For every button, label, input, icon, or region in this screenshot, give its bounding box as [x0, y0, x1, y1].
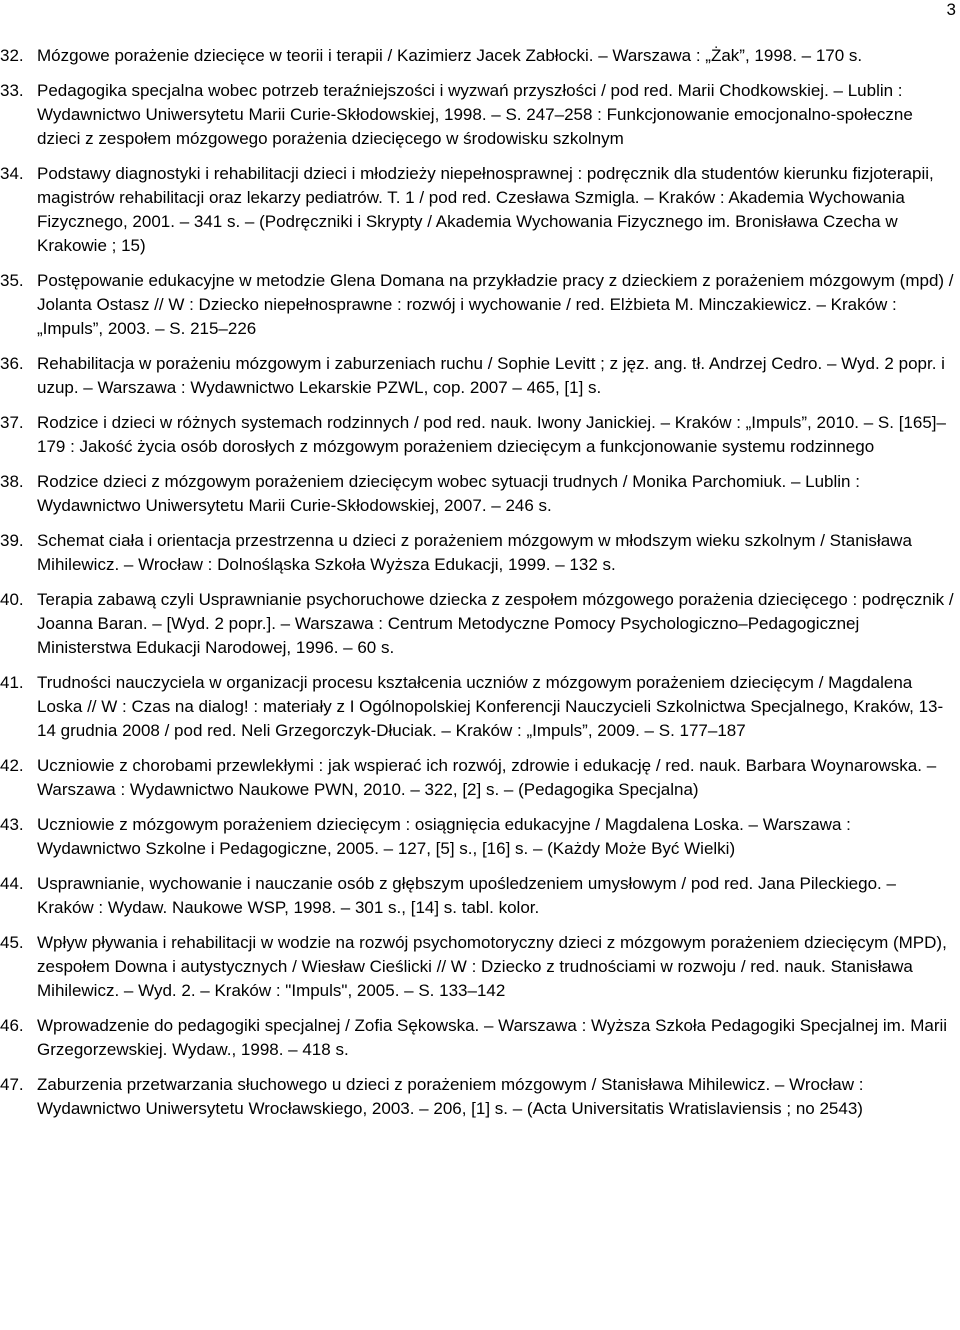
entry-text: Trudności nauczyciela w organizacji procesu kształcenia uczniów z mózgowym porażeniem dziecięcym / Magdalena Loska // W : Czas na dialog! : materiały z I Ogólnopolskiej Konferencji Nauczycieli Szkolnictwa Specjalnego, Kraków, 13-14 grudnia 2008 / pod red. Neli Grzegorczyk-Dłuciak. – Kraków : „Impuls”, 2009. – S. 177–187 — [37, 673, 944, 740]
bibliography-entry — [0, 1014, 960, 1062]
entry-number: 42. — [0, 756, 24, 775]
entry-text: Wprowadzenie do pedagogiki specjalnej / Zofia Sękowska. – Warszawa : Wyższa Szkoła Pedagogiki Specjalnej im. Marii Grzegorzewskiej. Wydaw., 1998. – 418 s. — [37, 1016, 948, 1059]
bibliography-entry — [0, 671, 960, 743]
entry-text: Zaburzenia przetwarzania słuchowego u dzieci z porażeniem mózgowym / Stanisława Mihilewicz. – Wrocław : Wydawnictwo Uniwersytetu Wrocławskiego, 2003. – 206, [1] s. – (Acta Universitatis Wratislaviensis ; no 2543) — [37, 1075, 864, 1118]
bibliography-list — [0, 44, 960, 1132]
bibliography-entry — [0, 79, 960, 151]
entry-number: 40. — [0, 590, 24, 609]
entry-number: 46. — [0, 1016, 24, 1035]
bibliography-entry — [0, 872, 960, 920]
entry-text: Mózgowe porażenie dziecięce w teorii i terapii / Kazimierz Jacek Zabłocki. – Warszawa : „Żak”, 1998. – 170 s. — [37, 46, 863, 65]
entry-number: 39. — [0, 531, 24, 550]
bibliography-entry — [0, 529, 960, 577]
entry-number: 36. — [0, 354, 24, 373]
entry-text: Usprawnianie, wychowanie i nauczanie osób z głębszym upośledzeniem umysłowym / pod red. Jana Pileckiego. – Kraków : Wydaw. Naukowe WSP, 1998. – 301 s., [14] s. tabl. kolor. — [37, 874, 896, 917]
entry-text: Podstawy diagnostyki i rehabilitacji dzieci i młodzieży niepełnosprawnej : podręcznik dla studentów kierunku fizjoterapii, magistrów rehabilitacji oraz lekarzy pediatrów. T. 1 / pod red. Czesława Szmigla. – Kraków : Akademia Wychowania Fizycznego, 2001. – 341 s. – (Podręczniki i Skrypty / Akademia Wychowania Fizycznego im. Bronisława Czecha w Krakowie ; 15) — [37, 164, 934, 255]
entry-number: 47. — [0, 1075, 24, 1094]
entry-text: Schemat ciała i orientacja przestrzenna u dzieci z porażeniem mózgowym w młodszym wieku szkolnym / Stanisława Mihilewicz. – Wrocław : Dolnośląska Szkoła Wyższa Edukacji, 1999. – 132 s. — [37, 531, 912, 574]
bibliography-entry — [0, 813, 960, 861]
bibliography-entry — [0, 352, 960, 400]
entry-text: Rehabilitacja w porażeniu mózgowym i zaburzeniach ruchu / Sophie Levitt ; z jęz. ang. tł. Andrzej Cedro. – Wyd. 2 popr. i uzup. – Warszawa : Wydawnictwo Lekarskie PZWL, cop. 2007 – 465, [1] s. — [37, 354, 945, 397]
entry-number: 45. — [0, 933, 24, 952]
bibliography-entry — [0, 470, 960, 518]
bibliography-entry — [0, 411, 960, 459]
entry-text: Rodzice dzieci z mózgowym porażeniem dziecięcym wobec sytuacji trudnych / Monika Parchomiuk. – Lublin : Wydawnictwo Uniwersytetu Marii Curie-Skłodowskiej, 2007. – 246 s. — [37, 472, 860, 515]
entry-text: Uczniowie z mózgowym porażeniem dziecięcym : osiągnięcia edukacyjne / Magdalena Loska. – Warszawa : Wydawnictwo Szkolne i Pedagogiczne, 2005. – 127, [5] s., [16] s. – (Każdy Może Być Wielki) — [37, 815, 851, 858]
entry-number: 34. — [0, 164, 24, 183]
entry-number: 33. — [0, 81, 24, 100]
entry-number: 43. — [0, 815, 24, 834]
page-number: 3 — [946, 0, 956, 19]
entry-number: 32. — [0, 46, 24, 65]
entry-text: Postępowanie edukacyjne w metodzie Glena Domana na przykładzie pracy z dzieckiem z porażeniem mózgowym (mpd) / Jolanta Ostasz // W : Dziecko niepełnosprawne : rozwój i wychowanie / red. Elżbieta M. Minczakiewicz. – Kraków : „Impuls”, 2003. – S. 215–226 — [37, 271, 954, 338]
bibliography-entry — [0, 1073, 960, 1121]
bibliography-entry — [0, 269, 960, 341]
entry-number: 44. — [0, 874, 24, 893]
entry-text: Terapia zabawą czyli Usprawnianie psychoruchowe dziecka z zespołem mózgowego porażenia dziecięcego : podręcznik / Joanna Baran. – [Wyd. 2 popr.]. – Warszawa : Centrum Metodyczne Pomocy Psychologiczno–Pedagogicznej Ministerstwa Edukacji Narodowej, 1996. – 60 s. — [37, 590, 954, 657]
entry-text: Uczniowie z chorobami przewlekłymi : jak wspierać ich rozwój, zdrowie i edukację / red. nauk. Barbara Woynarowska. – Warszawa : Wydawnictwo Naukowe PWN, 2010. – 322, [2] s. – (Pedagogika Specjalna) — [37, 756, 937, 799]
bibliography-entry — [0, 754, 960, 802]
bibliography-entry — [0, 44, 960, 68]
entry-number: 41. — [0, 673, 24, 692]
entry-number: 37. — [0, 413, 24, 432]
entry-text: Rodzice i dzieci w różnych systemach rodzinnych / pod red. nauk. Iwony Janickiej. – Kraków : „Impuls”, 2010. – S. [165]–179 : Jakość życia osób dorosłych z mózgowym porażeniem dziecięcym a funkcjonowanie systemu rodzinnego — [37, 413, 946, 456]
bibliography-entry — [0, 588, 960, 660]
entry-number: 38. — [0, 472, 24, 491]
entry-number: 35. — [0, 271, 24, 290]
entry-text: Wpływ pływania i rehabilitacji w wodzie na rozwój psychomotoryczny dzieci z mózgowym porażeniem dziecięcym (MPD), zespołem Downa i autystycznych / Wiesław Cieślicki // W : Dziecko z trudnościami w rozwoju / red. nauk. Stanisława Mihilewicz. – Wyd. 2. – Kraków : "Impuls", 2005. – S. 133–142 — [37, 933, 947, 1000]
entry-text: Pedagogika specjalna wobec potrzeb teraźniejszości i wyzwań przyszłości / pod red. Marii Chodkowskiej. – Lublin : Wydawnictwo Uniwersytetu Marii Curie-Skłodowskiej, 1998. – S. 247–258 : Funkcjonowanie emocjonalno-społeczne dzieci z zespołem mózgowego porażenia dziecięcego w środowisku szkolnym — [37, 81, 913, 148]
bibliography-entry — [0, 931, 960, 1003]
bibliography-entry — [0, 162, 960, 258]
